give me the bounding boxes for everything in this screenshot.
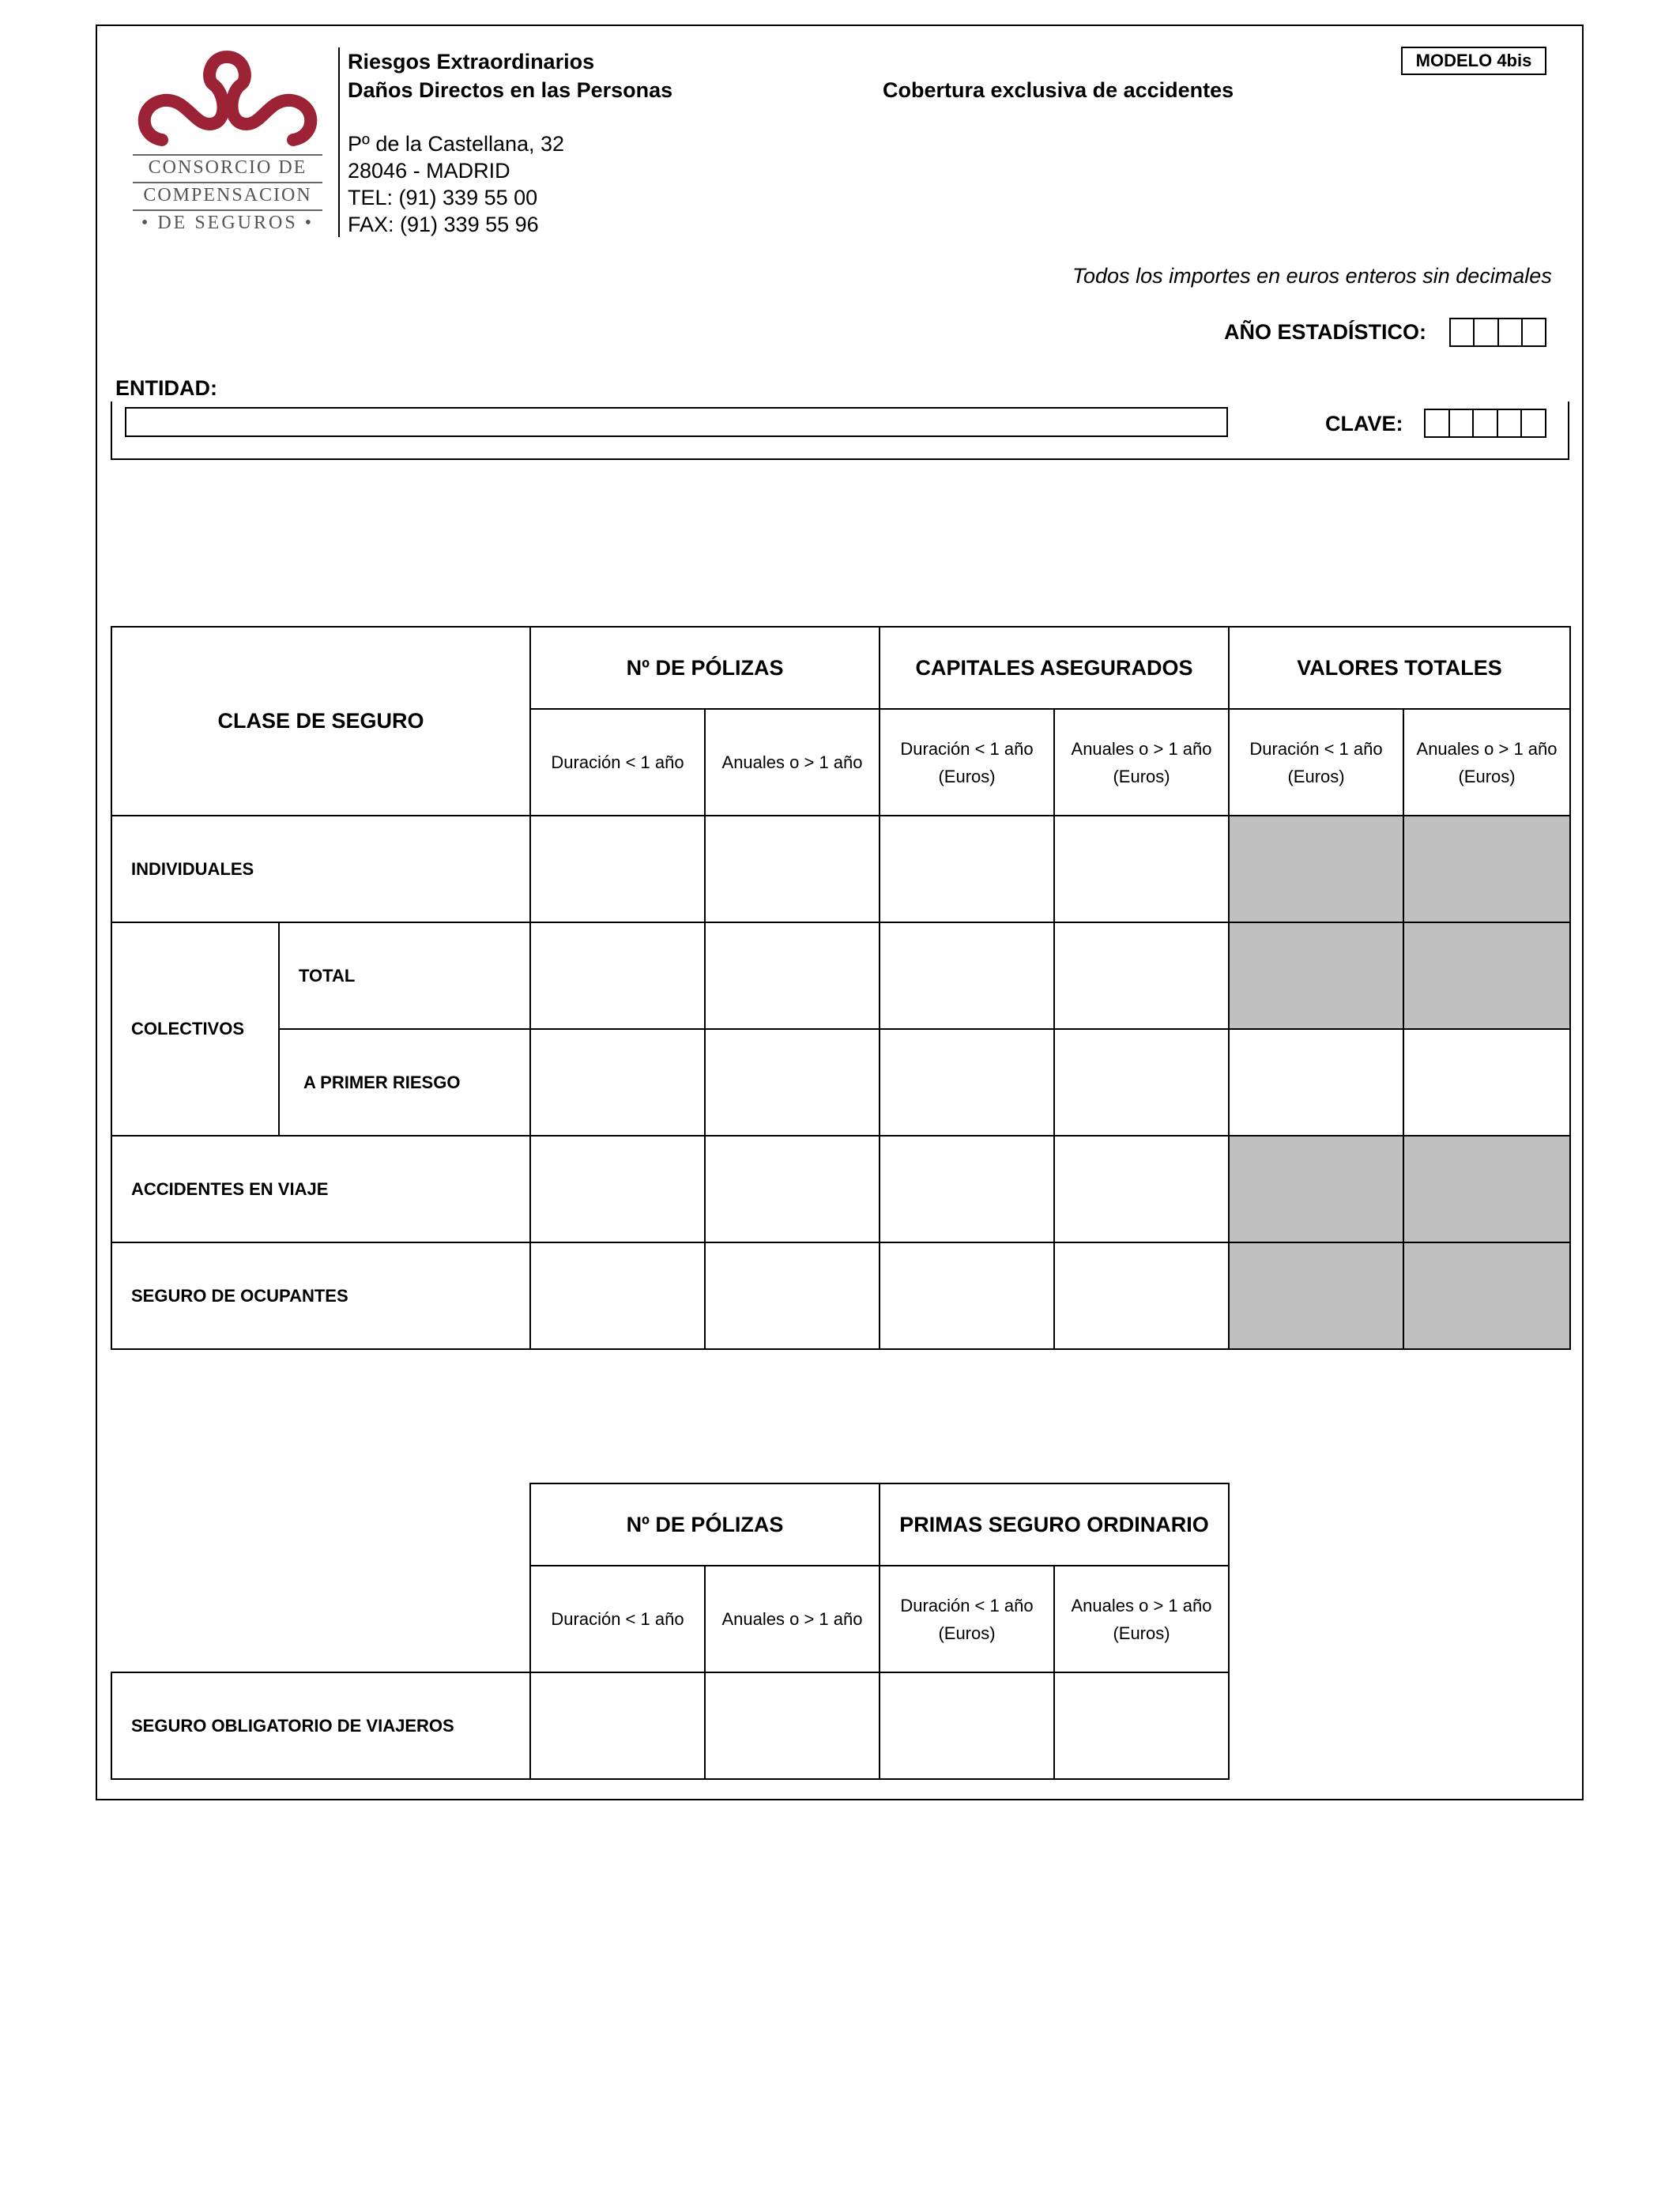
input-cell[interactable] bbox=[1054, 816, 1229, 922]
input-cell[interactable] bbox=[705, 1029, 880, 1136]
year-digit-box[interactable] bbox=[1521, 319, 1545, 345]
input-cell[interactable] bbox=[1054, 1242, 1229, 1349]
address-line-2: 28046 - MADRID bbox=[348, 159, 510, 183]
input-cell[interactable] bbox=[1054, 1672, 1229, 1779]
logo-rule-bottom bbox=[133, 209, 322, 211]
row-label-primer-riesgo: A PRIMER RIESGO bbox=[279, 1029, 530, 1136]
input-cell[interactable] bbox=[880, 1242, 1054, 1349]
key-label: CLAVE: bbox=[1325, 412, 1403, 435]
consorcio-logo bbox=[130, 49, 325, 239]
input-cell[interactable] bbox=[1054, 1029, 1229, 1136]
amounts-note: Todos los importes en euros enteros sin decimales bbox=[1072, 264, 1552, 288]
col-header: Duración < 1 año bbox=[530, 1566, 705, 1672]
col-header: Anuales o > 1 año (Euros) bbox=[1054, 709, 1229, 816]
year-digit-box[interactable] bbox=[1451, 319, 1473, 345]
title-line-1: Riesgos Extraordinarios bbox=[348, 50, 595, 74]
col-header: Duración < 1 año bbox=[530, 709, 705, 816]
coverage-title: Cobertura exclusiva de accidentes bbox=[883, 78, 1234, 102]
logo-text-3: • DE SEGUROS • bbox=[141, 213, 315, 233]
input-cell[interactable] bbox=[705, 816, 880, 922]
table-row bbox=[111, 1029, 1570, 1136]
input-cell[interactable] bbox=[1229, 1029, 1403, 1136]
input-cell[interactable] bbox=[880, 816, 1054, 922]
insured-capital-group-header: CAPITALES ASEGURADOS bbox=[880, 627, 1229, 709]
shaded-cell bbox=[1403, 922, 1570, 1029]
shaded-cell bbox=[1229, 1242, 1403, 1349]
col-header: Duración < 1 año (Euros) bbox=[880, 709, 1054, 816]
table-row bbox=[111, 1136, 1570, 1242]
logo-mark-icon bbox=[130, 49, 325, 148]
shaded-cell bbox=[1229, 922, 1403, 1029]
logo-text-2: COMPENSACION bbox=[143, 185, 312, 205]
premiums-group-header: PRIMAS SEGURO ORDINARIO bbox=[880, 1483, 1229, 1566]
key-input-boxes[interactable] bbox=[1424, 409, 1546, 438]
shaded-cell bbox=[1229, 816, 1403, 922]
row-label-viajeros: SEGURO OBLIGATORIO DE VIAJEROS bbox=[111, 1672, 530, 1779]
phone: TEL: (91) 339 55 00 bbox=[348, 186, 538, 209]
input-cell[interactable] bbox=[705, 1672, 880, 1779]
input-cell[interactable] bbox=[880, 1029, 1054, 1136]
key-digit-box[interactable] bbox=[1497, 410, 1521, 436]
row-label-viaje: ACCIDENTES EN VIAJE bbox=[111, 1136, 530, 1242]
col-header: Duración < 1 año (Euros) bbox=[1229, 709, 1403, 816]
input-cell[interactable] bbox=[1054, 1136, 1229, 1242]
shaded-cell bbox=[1403, 1136, 1570, 1242]
row-label-individuales: INDIVIDUALES bbox=[111, 816, 530, 922]
input-cell[interactable] bbox=[530, 1672, 705, 1779]
model-badge: MODELO 4bis bbox=[1401, 47, 1546, 75]
insurance-class-table bbox=[111, 626, 1571, 1350]
row-label-colectivos: COLECTIVOS bbox=[111, 922, 279, 1136]
logo-text-1: CONSORCIO DE bbox=[148, 157, 307, 178]
year-digit-box[interactable] bbox=[1473, 319, 1497, 345]
shaded-cell bbox=[1403, 1242, 1570, 1349]
input-cell[interactable] bbox=[530, 1029, 705, 1136]
input-cell[interactable] bbox=[705, 922, 880, 1029]
class-header: CLASE DE SEGURO bbox=[111, 627, 530, 816]
logo-rule-mid bbox=[133, 182, 322, 183]
fax: FAX: (91) 339 55 96 bbox=[348, 213, 539, 236]
input-cell[interactable] bbox=[530, 1136, 705, 1242]
input-cell[interactable] bbox=[1403, 1029, 1570, 1136]
policies-group-header: Nº DE PÓLIZAS bbox=[530, 627, 880, 709]
input-cell[interactable] bbox=[705, 1242, 880, 1349]
input-cell[interactable] bbox=[1054, 922, 1229, 1029]
entity-field[interactable] bbox=[125, 407, 1228, 437]
input-cell[interactable] bbox=[880, 1672, 1054, 1779]
address-line-1: Pº de la Castellana, 32 bbox=[348, 132, 565, 156]
table-row bbox=[111, 1242, 1570, 1349]
row-label-ocupantes: SEGURO DE OCUPANTES bbox=[111, 1242, 530, 1349]
policies-group-header: Nº DE PÓLIZAS bbox=[530, 1483, 880, 1566]
col-header: Duración < 1 año (Euros) bbox=[880, 1566, 1054, 1672]
input-cell[interactable] bbox=[530, 1242, 705, 1349]
total-values-group-header: VALORES TOTALES bbox=[1229, 627, 1570, 709]
table-row bbox=[111, 816, 1570, 922]
table-row bbox=[111, 922, 1570, 1029]
key-digit-box[interactable] bbox=[1448, 410, 1473, 436]
input-cell[interactable] bbox=[530, 816, 705, 922]
col-header: Anuales o > 1 año (Euros) bbox=[1403, 709, 1570, 816]
input-cell[interactable] bbox=[705, 1136, 880, 1242]
input-cell[interactable] bbox=[530, 922, 705, 1029]
row-label-total: TOTAL bbox=[279, 922, 530, 1029]
key-digit-box[interactable] bbox=[1520, 410, 1545, 436]
empty-corner bbox=[111, 1566, 530, 1672]
col-header: Anuales o > 1 año bbox=[705, 1566, 880, 1672]
entity-label: ENTIDAD: bbox=[115, 376, 217, 400]
key-digit-box[interactable] bbox=[1472, 410, 1497, 436]
year-input-boxes[interactable] bbox=[1449, 318, 1546, 347]
mandatory-travel-insurance-table bbox=[111, 1483, 1230, 1780]
table-row bbox=[111, 1672, 1229, 1779]
shaded-cell bbox=[1229, 1136, 1403, 1242]
empty-corner bbox=[111, 1483, 530, 1566]
logo-rule-top bbox=[133, 154, 322, 156]
shaded-cell bbox=[1403, 816, 1570, 922]
title-line-2: Daños Directos en las Personas bbox=[348, 78, 673, 102]
year-label: AÑO ESTADÍSTICO: bbox=[1224, 320, 1426, 344]
year-digit-box[interactable] bbox=[1497, 319, 1521, 345]
input-cell[interactable] bbox=[880, 922, 1054, 1029]
header-divider bbox=[338, 47, 340, 237]
col-header: Anuales o > 1 año (Euros) bbox=[1054, 1566, 1229, 1672]
input-cell[interactable] bbox=[880, 1136, 1054, 1242]
col-header: Anuales o > 1 año bbox=[705, 709, 880, 816]
key-digit-box[interactable] bbox=[1426, 410, 1448, 436]
